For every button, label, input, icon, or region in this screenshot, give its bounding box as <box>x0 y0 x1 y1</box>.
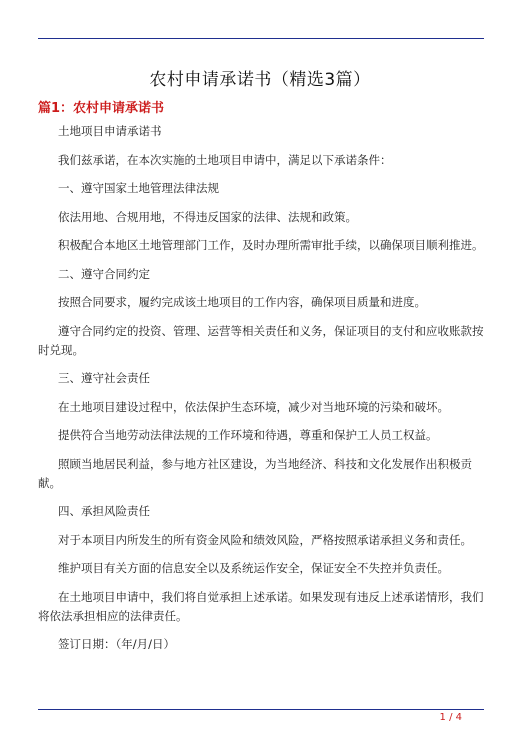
paragraph: 遵守合同约定的投资、管理、运营等相关责任和义务，保证项目的支付和应收账款按时兑现。 <box>38 323 484 357</box>
paragraph-heading-contract: 二、遵守合同约定 <box>58 266 150 281</box>
page-indicator: 1 / 4 <box>439 712 462 723</box>
paragraph-heading-law: 一、遵守国家土地管理法律法规 <box>58 181 219 195</box>
paragraph-heading-risk: 四、承担风险责任 <box>58 504 150 518</box>
paragraph-heading-social: 三、遵守社会责任 <box>58 371 150 385</box>
paragraph: 按照合同要求，履约完成该土地项目的工作内容，确保项目质量和进度。 <box>58 295 426 309</box>
paragraph: 依法用地、合规用地，不得违反国家的法律、法规和政策。 <box>58 209 357 224</box>
paragraph: 在土地项目申请中，我们将自觉承担上述承诺。如果发现有违反上述承诺情形，我们将依法承担相应的法律责任。 <box>38 589 484 623</box>
signing-date: 签订日期：（年/月/日） <box>58 637 175 651</box>
paragraph: 提供符合当地劳动法律法规的工作环境和待遇，尊重和保护工人员工权益。 <box>58 428 438 442</box>
paragraph: 维护项目有关方面的信息安全以及系统运作安全，保证安全不失控并负责任。 <box>58 561 449 575</box>
document-body <box>38 122 484 664</box>
paragraph-intro-title: 土地项目申请承诺书 <box>58 124 162 138</box>
section-heading: 篇1：农村申请承诺书 <box>38 101 165 116</box>
paragraph: 在土地项目建设过程中，依法保护生态环境，减少对当地环境的污染和破坏。 <box>58 399 449 414</box>
paragraph: 积极配合本地区土地管理部门工作，及时办理所需审批手续，以确保项目顺利推进。 <box>58 238 484 252</box>
paragraph: 对于本项目内所发生的所有资金风险和绩效风险，严格按照承诺承担义务和责任。 <box>58 532 472 547</box>
paragraph: 照顾当地居民利益，参与地方社区建设，为当地经济、科技和文化发展作出积极贡献。 <box>38 456 472 490</box>
paragraph-commitment-intro: 我们兹承诺，在本次实施的土地项目申请中，满足以下承诺条件： <box>58 152 392 167</box>
header-rule <box>38 38 484 39</box>
document-title: 农村申请承诺书（精选3篇） <box>149 70 371 90</box>
footer-rule <box>38 709 484 710</box>
